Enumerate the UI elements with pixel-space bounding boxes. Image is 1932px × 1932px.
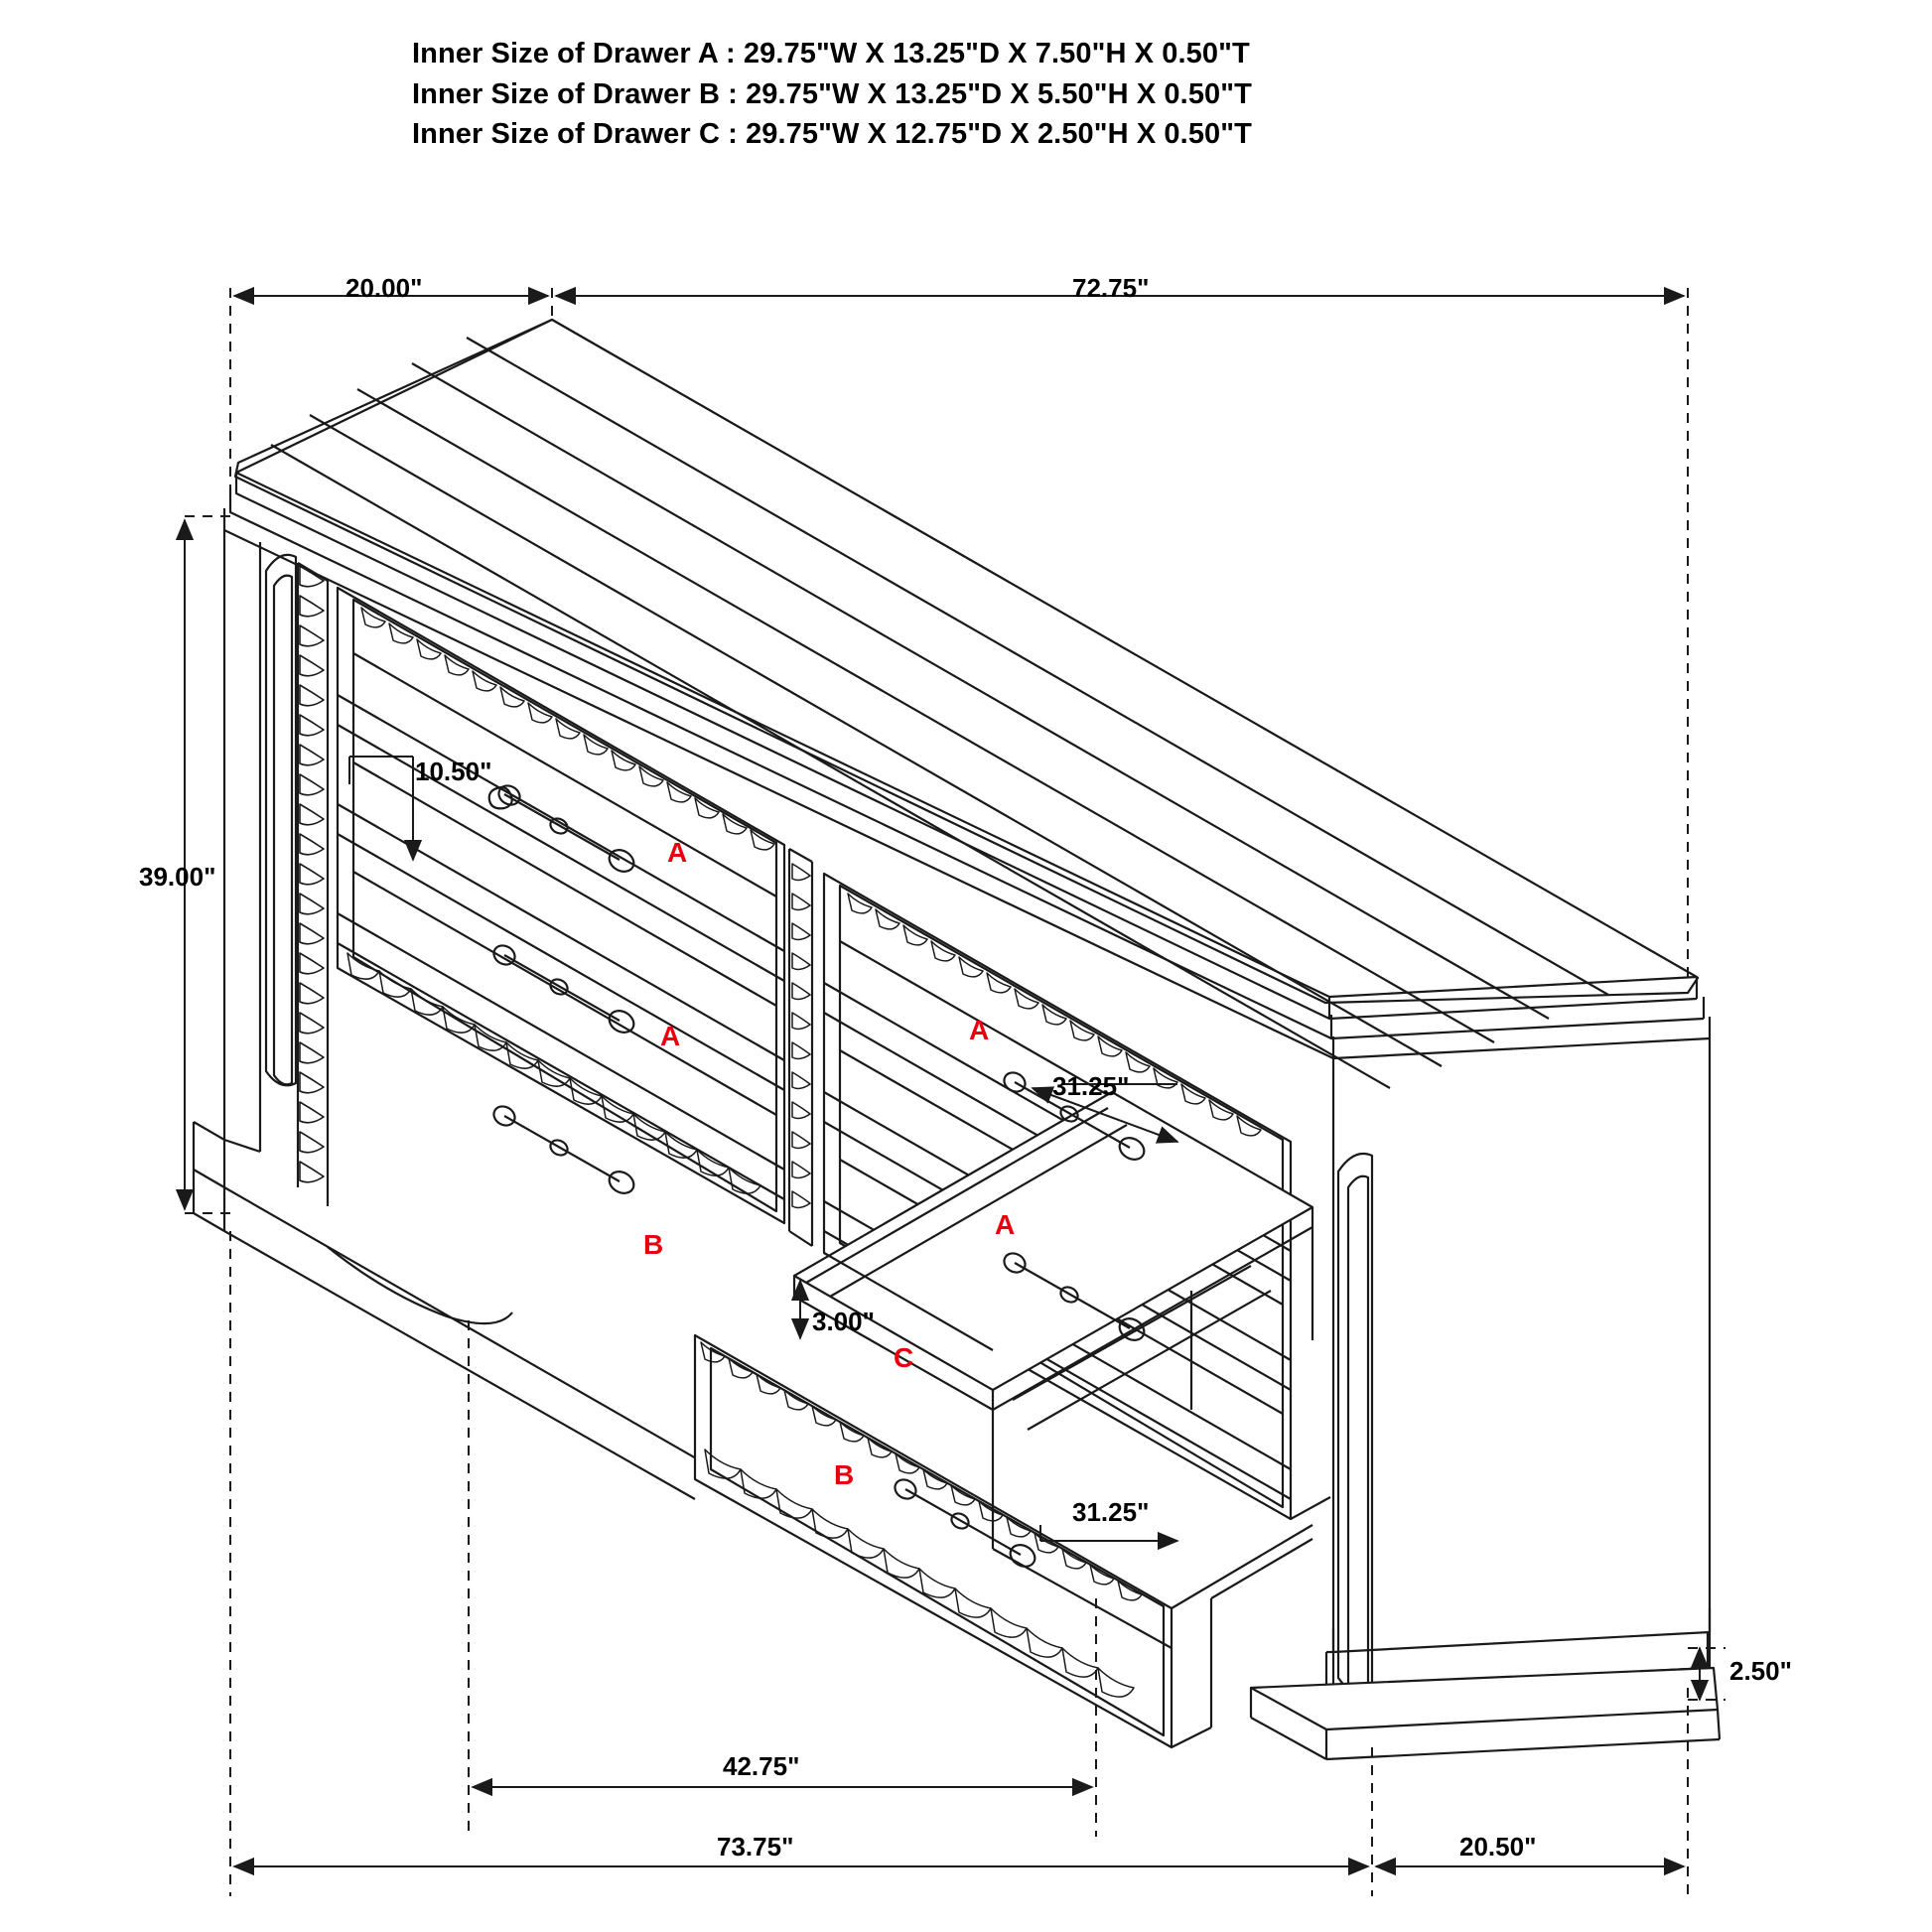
drawer-spec-line-c: Inner Size of Drawer C : 29.75"W X 12.75"D X 2.50"H X 0.50"T [412, 118, 1252, 151]
drawer-label-left-a-mid: A [660, 1021, 681, 1051]
dim-label-base-height: 2.50" [1729, 1656, 1792, 1686]
dim-label-drawer-b-width: 31.25" [1072, 1497, 1150, 1527]
dim-label-drawer-a-depth: 10.50" [415, 757, 492, 786]
drawer-label-left-a-top: A [667, 837, 688, 868]
drawer-spec-line-a: Inner Size of Drawer A : 29.75"W X 13.25"D X 7.50"H X 0.50"T [412, 38, 1250, 69]
drawer-label-left-b: B [643, 1229, 664, 1260]
drawer-label-right-a-mid: A [995, 1209, 1016, 1240]
dim-label-overall-width-bottom: 73.75" [717, 1832, 794, 1862]
dim-label-drawer-c-height: 3.00" [812, 1307, 875, 1336]
dim-label-depth-top: 20.00" [345, 273, 423, 303]
dresser-body [194, 320, 1720, 1759]
dim-label-width-top: 72.75" [1072, 273, 1150, 303]
drawer-label-right-c: C [894, 1342, 914, 1373]
drawer-label-open-b: B [834, 1459, 855, 1490]
drawer-spec-line-b: Inner Size of Drawer B : 29.75"W X 13.25"D X 5.50"H X 0.50"T [412, 77, 1252, 110]
dim-label-drawer-a-width-right: 31.25" [1052, 1071, 1130, 1101]
dim-label-height-left: 39.00" [139, 862, 216, 892]
dim-label-overall-depth-bottom: 20.50" [1459, 1832, 1537, 1862]
drawer-label-right-a-top: A [969, 1015, 990, 1045]
dim-label-base-inset: 42.75" [723, 1751, 800, 1781]
